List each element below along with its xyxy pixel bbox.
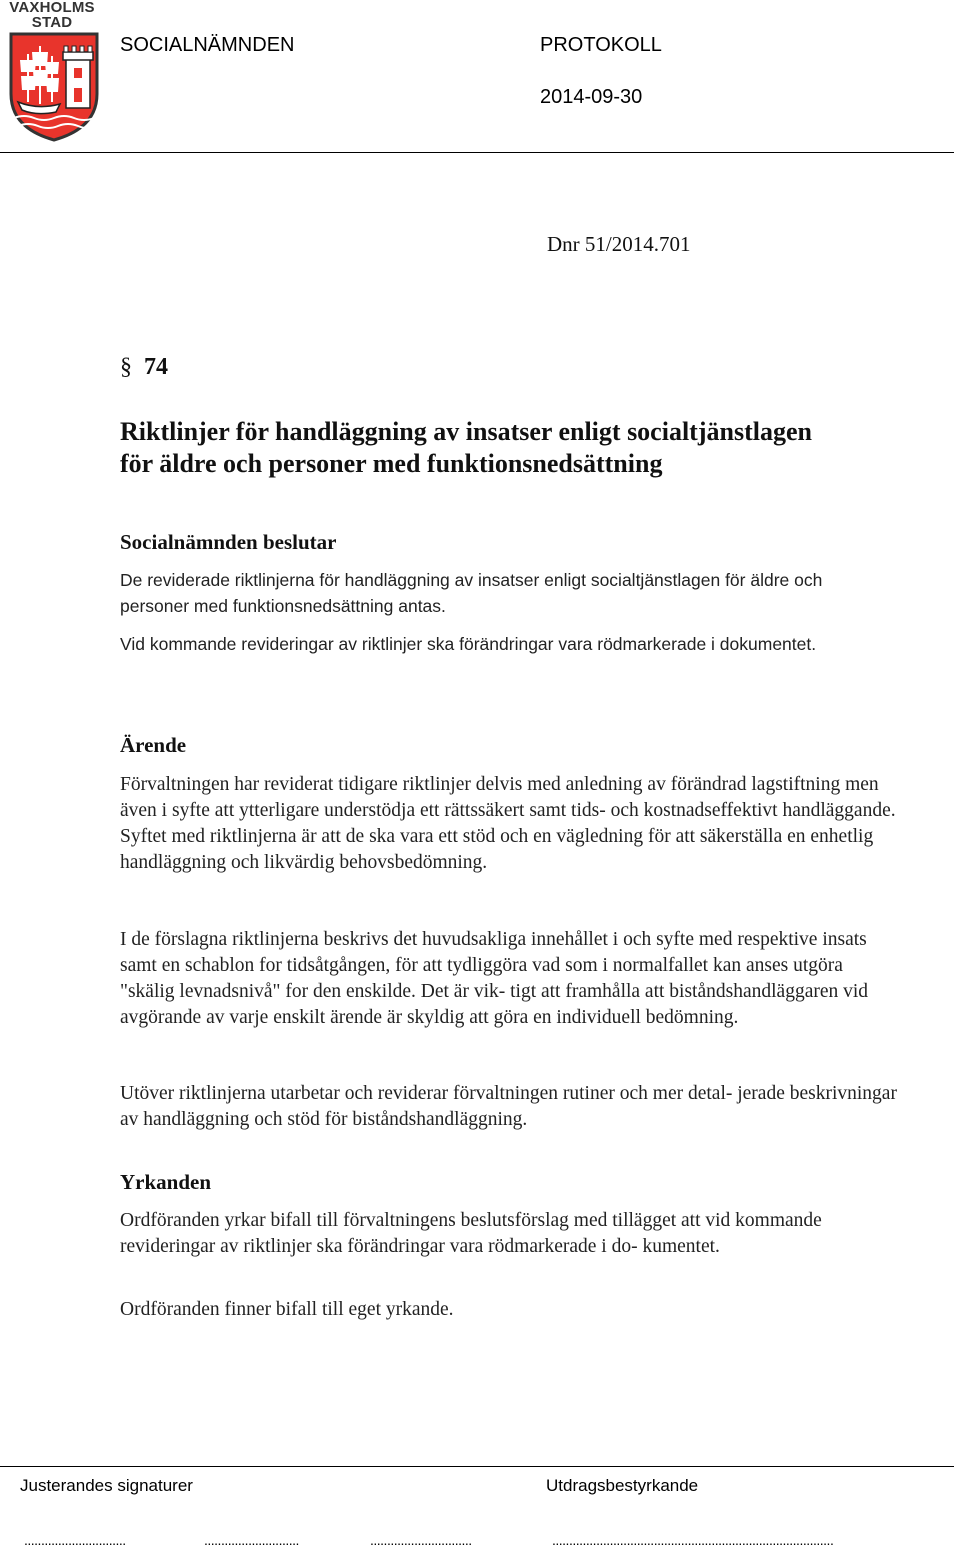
signature-line-3: ..............................	[370, 1532, 472, 1548]
arende-heading: Ärende	[120, 733, 187, 757]
committee-name: SOCIALNÄMNDEN	[120, 34, 295, 56]
signature-line-2: ............................	[204, 1532, 299, 1548]
case-number: Dnr 51/2014.701	[547, 232, 691, 256]
yrkanden-paragraph-1: Ordföranden yrkar bifall till förvaltningens beslutsförslag med tillägget att vid kommande revideringar av riktlinjer ska förändringar vara rödmarkerade i do- kumentet.	[120, 1210, 822, 1257]
certification-line: ...................................................................................	[552, 1532, 834, 1548]
extract-certification-label: Utdragsbestyrkande	[546, 1476, 699, 1495]
footer-divider	[0, 1466, 954, 1467]
decision-text-2: Vid kommande revideringar av riktlinjer ska förändringar vara rödmarkerade i dokumentet.	[120, 634, 817, 654]
paragraph-number-value: 74	[144, 354, 168, 380]
decision-text-1: De reviderade riktlinjerna för handläggning av insatser enligt socialtjänstlagen för äldre och personer med funktionsnedsättning antas.	[120, 570, 823, 616]
paragraph-number	[120, 354, 168, 381]
municipality-logo	[4, 0, 100, 142]
section-symbol: §	[120, 354, 132, 380]
yrkanden-paragraph-2: Ordföranden finner bifall till eget yrkande.	[120, 1299, 454, 1320]
arende-paragraph-2: I de förslagna riktlinjerna beskrivs det huvudsakliga innehållet i och syfte med respektive insats samt en schablon for tidsåtgången, för att tydliggöra vad som i normalfallet kan anses utgöra "skälig levnadsnivå" for den enskilde. Det är vik- tigt att framhålla att biståndshandläggaren vid avgörande av varje enskilt ärende är skyldig att göra en individuell bedömning.	[120, 929, 869, 1028]
logo-text-line2: STAD	[31, 14, 73, 31]
signatures-label: Justerandes signaturer	[20, 1476, 193, 1495]
decision-heading: Socialnämnden beslutar	[120, 530, 337, 554]
document-type: PROTOKOLL	[540, 34, 662, 56]
arende-paragraph-1: Förvaltningen har reviderat tidigare riktlinjer delvis med anledning av förändrad lagstiftning men även i syfte att ytterligare understödja ett rättssäkert samt tids- och kostnadseffektivt handläggande. Syftet med riktlinjerna är att de ska vara ett stöd och en vägledning för att säkerställa en enhetlig handläggning och likvärdig behovsbedömning.	[120, 774, 896, 873]
meeting-date: 2014-09-30	[540, 86, 643, 108]
page-title	[120, 416, 920, 480]
signature-line-1: ..............................	[24, 1532, 126, 1548]
title-line-1: Riktlinjer för handläggning av insatser enligt socialtjänstlagen	[120, 417, 812, 446]
coat-of-arms-icon	[8, 32, 100, 142]
header-divider	[0, 152, 954, 153]
arende-paragraph-3: Utöver riktlinjerna utarbetar och reviderar förvaltningen rutiner och mer detal- jerade beskrivningar av handläggning och stöd för biståndshandläggning.	[120, 1083, 897, 1130]
yrkanden-heading: Yrkanden	[120, 1170, 212, 1194]
logo-text-line1: VAXHOLMS	[9, 0, 95, 16]
title-line-2: för äldre och personer med funktionsnedsättning	[120, 449, 663, 478]
